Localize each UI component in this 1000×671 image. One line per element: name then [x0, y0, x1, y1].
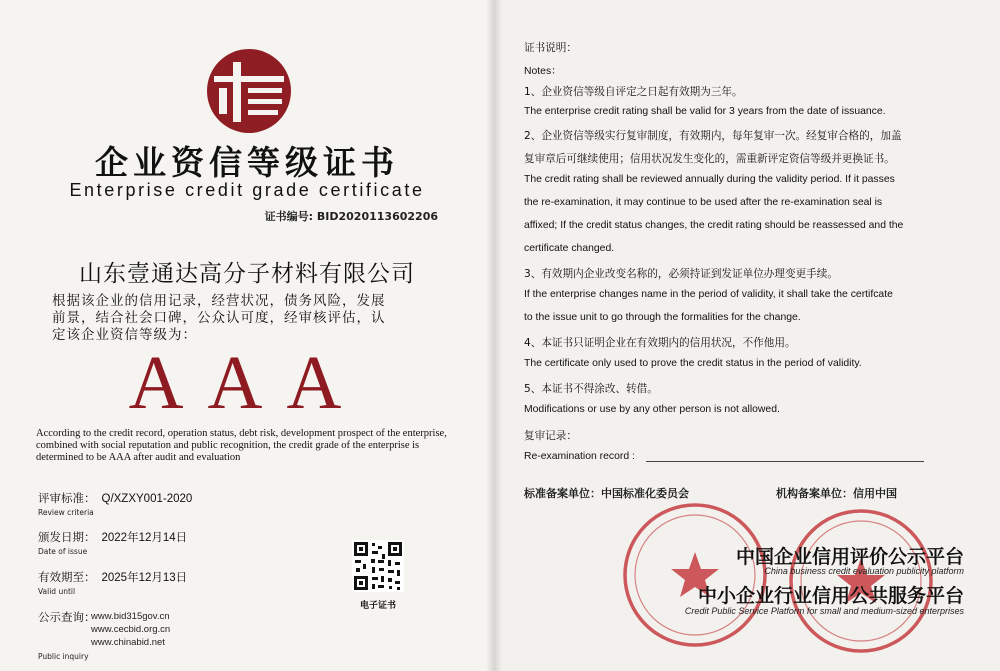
- public-inquiry: [38, 609, 96, 625]
- issuer-1-en: China business credit evaluation publicity platform: [764, 566, 964, 576]
- reexam-record-line: [646, 461, 924, 462]
- valid-until: [38, 569, 187, 596]
- certificate-number-value: BID2020113602206: [316, 210, 438, 223]
- note-5-en: Modifications or use by any other person is not allowed.: [524, 404, 780, 415]
- review-criteria-value: Q/XZXY001-2020: [101, 493, 193, 505]
- valid-until-label: 有效期至：: [38, 570, 96, 584]
- certificate-front-page: [0, 0, 494, 671]
- note-2-en: affixed; If the credit status changes, the credit rating should be reassessed and the: [524, 220, 904, 231]
- issuer-1-zh: 中国企业信用评价公示平台: [735, 546, 964, 568]
- note-4-zh: 4、本证书只证明企业在有效期内的信用状况，不作他用。: [524, 337, 796, 349]
- institution-filing-unit: 机构备案单位：信用中国: [776, 487, 897, 500]
- issuer-2-zh: 中小企业行业信用公共服务平台: [697, 585, 964, 607]
- note-3-en: If the enterprise changes name in the period of validity, it shall take the certifcate: [524, 289, 893, 300]
- certificate-back-page: [494, 0, 1000, 671]
- website-link[interactable]: www.cecbid.org.cn: [91, 624, 171, 635]
- credit-logo-icon: [206, 48, 292, 134]
- credit-grade: AAA: [128, 341, 366, 425]
- reexam-record-en: Re-examination record :: [524, 451, 635, 462]
- company-name: 山东壹通达高分子材料有限公司: [79, 261, 415, 287]
- intro-zh-line: 根据该企业的信用记录，经营状况，债务风险，发展: [52, 293, 386, 309]
- valid-until-en: Valid until: [38, 587, 76, 596]
- intro-en: According to the credit record, operation status, debt risk, development prospect of the enterprise, combined with social reputation and public recognition, the credit grade of the enterprise is determined to be AAA after audit and evaluation: [36, 428, 447, 463]
- website-link[interactable]: www.chinabid.net: [91, 637, 165, 648]
- reexam-record-zh: 复审记录：: [524, 430, 577, 442]
- issue-date-en: Date of issue: [38, 547, 88, 556]
- valid-until-value: 2025年12月13日: [101, 572, 188, 584]
- certificate-number-label: 证书编号:: [264, 210, 314, 223]
- review-criteria-label: 评审标准：: [38, 491, 96, 505]
- qr-code-icon[interactable]: [352, 540, 404, 592]
- website-link[interactable]: www.bid315gov.cn: [91, 611, 170, 622]
- standard-filing-unit: 标准备案单位：中国标准化委员会: [524, 487, 689, 500]
- review-criteria-en: Review criteria: [38, 508, 94, 517]
- website-list: [91, 610, 170, 649]
- intro-zh: [52, 293, 456, 344]
- note-2-en: the re-examination, it may continue to be used after the re-examination seal is: [524, 197, 883, 208]
- note-1-zh: 1、企业资信等级自评定之日起有效期为三年。: [524, 86, 743, 98]
- note-3-zh: 3、有效期内企业改变名称的，必须持证到发证单位办理变更手续。: [524, 268, 838, 280]
- public-inquiry-label: 公示查询：: [38, 610, 96, 624]
- notes-heading-en: Notes：: [524, 66, 562, 77]
- notes-heading-zh: 证书说明：: [524, 42, 577, 54]
- note-5-zh: 5、本证书不得涂改、转借。: [524, 383, 658, 395]
- note-3-en: to the issue unit to go through the formalities for the change.: [524, 312, 801, 323]
- intro-zh-line: 前景，结合社会口碑，公众认可度，经审核评估，认: [52, 310, 386, 326]
- note-2-zh: 复审章后可继续使用；信用状况发生变化的，需重新评定资信等级并更换证书。: [524, 153, 895, 165]
- certificate-number: [265, 208, 438, 224]
- note-2-en: certificate changed.: [524, 243, 615, 254]
- certificate-title-en: Enterprise credit grade certificate: [69, 180, 425, 200]
- issue-date-value: 2022年12月14日: [101, 532, 188, 544]
- page-fold: [486, 0, 502, 671]
- qr-code-label: 电子证书: [359, 601, 396, 611]
- issuer-2-en: Credit Public Service Platform for small and medium-sized enterprises: [684, 606, 964, 616]
- note-2-zh: 2、企业资信等级实行复审制度，有效期内，每年复审一次。经复审合格的，加盖: [524, 130, 902, 142]
- note-4-en: The certificate only used to prove the credit status in the period of validity.: [524, 358, 862, 369]
- issue-date-label: 颁发日期：: [38, 530, 96, 544]
- public-inquiry-en: Public inquiry: [38, 652, 89, 661]
- note-2-en: The credit rating shall be reviewed annually during the validity period. If it passes: [524, 174, 895, 185]
- intro-zh-line: 定该企业资信等级为：: [52, 327, 197, 343]
- review-criteria: [38, 490, 192, 517]
- certificate-title-zh: 企业资信等级证书: [95, 143, 399, 182]
- issue-date: [38, 529, 187, 556]
- note-1-en: The enterprise credit rating shall be valid for 3 years from the date of issuance.: [524, 106, 886, 117]
